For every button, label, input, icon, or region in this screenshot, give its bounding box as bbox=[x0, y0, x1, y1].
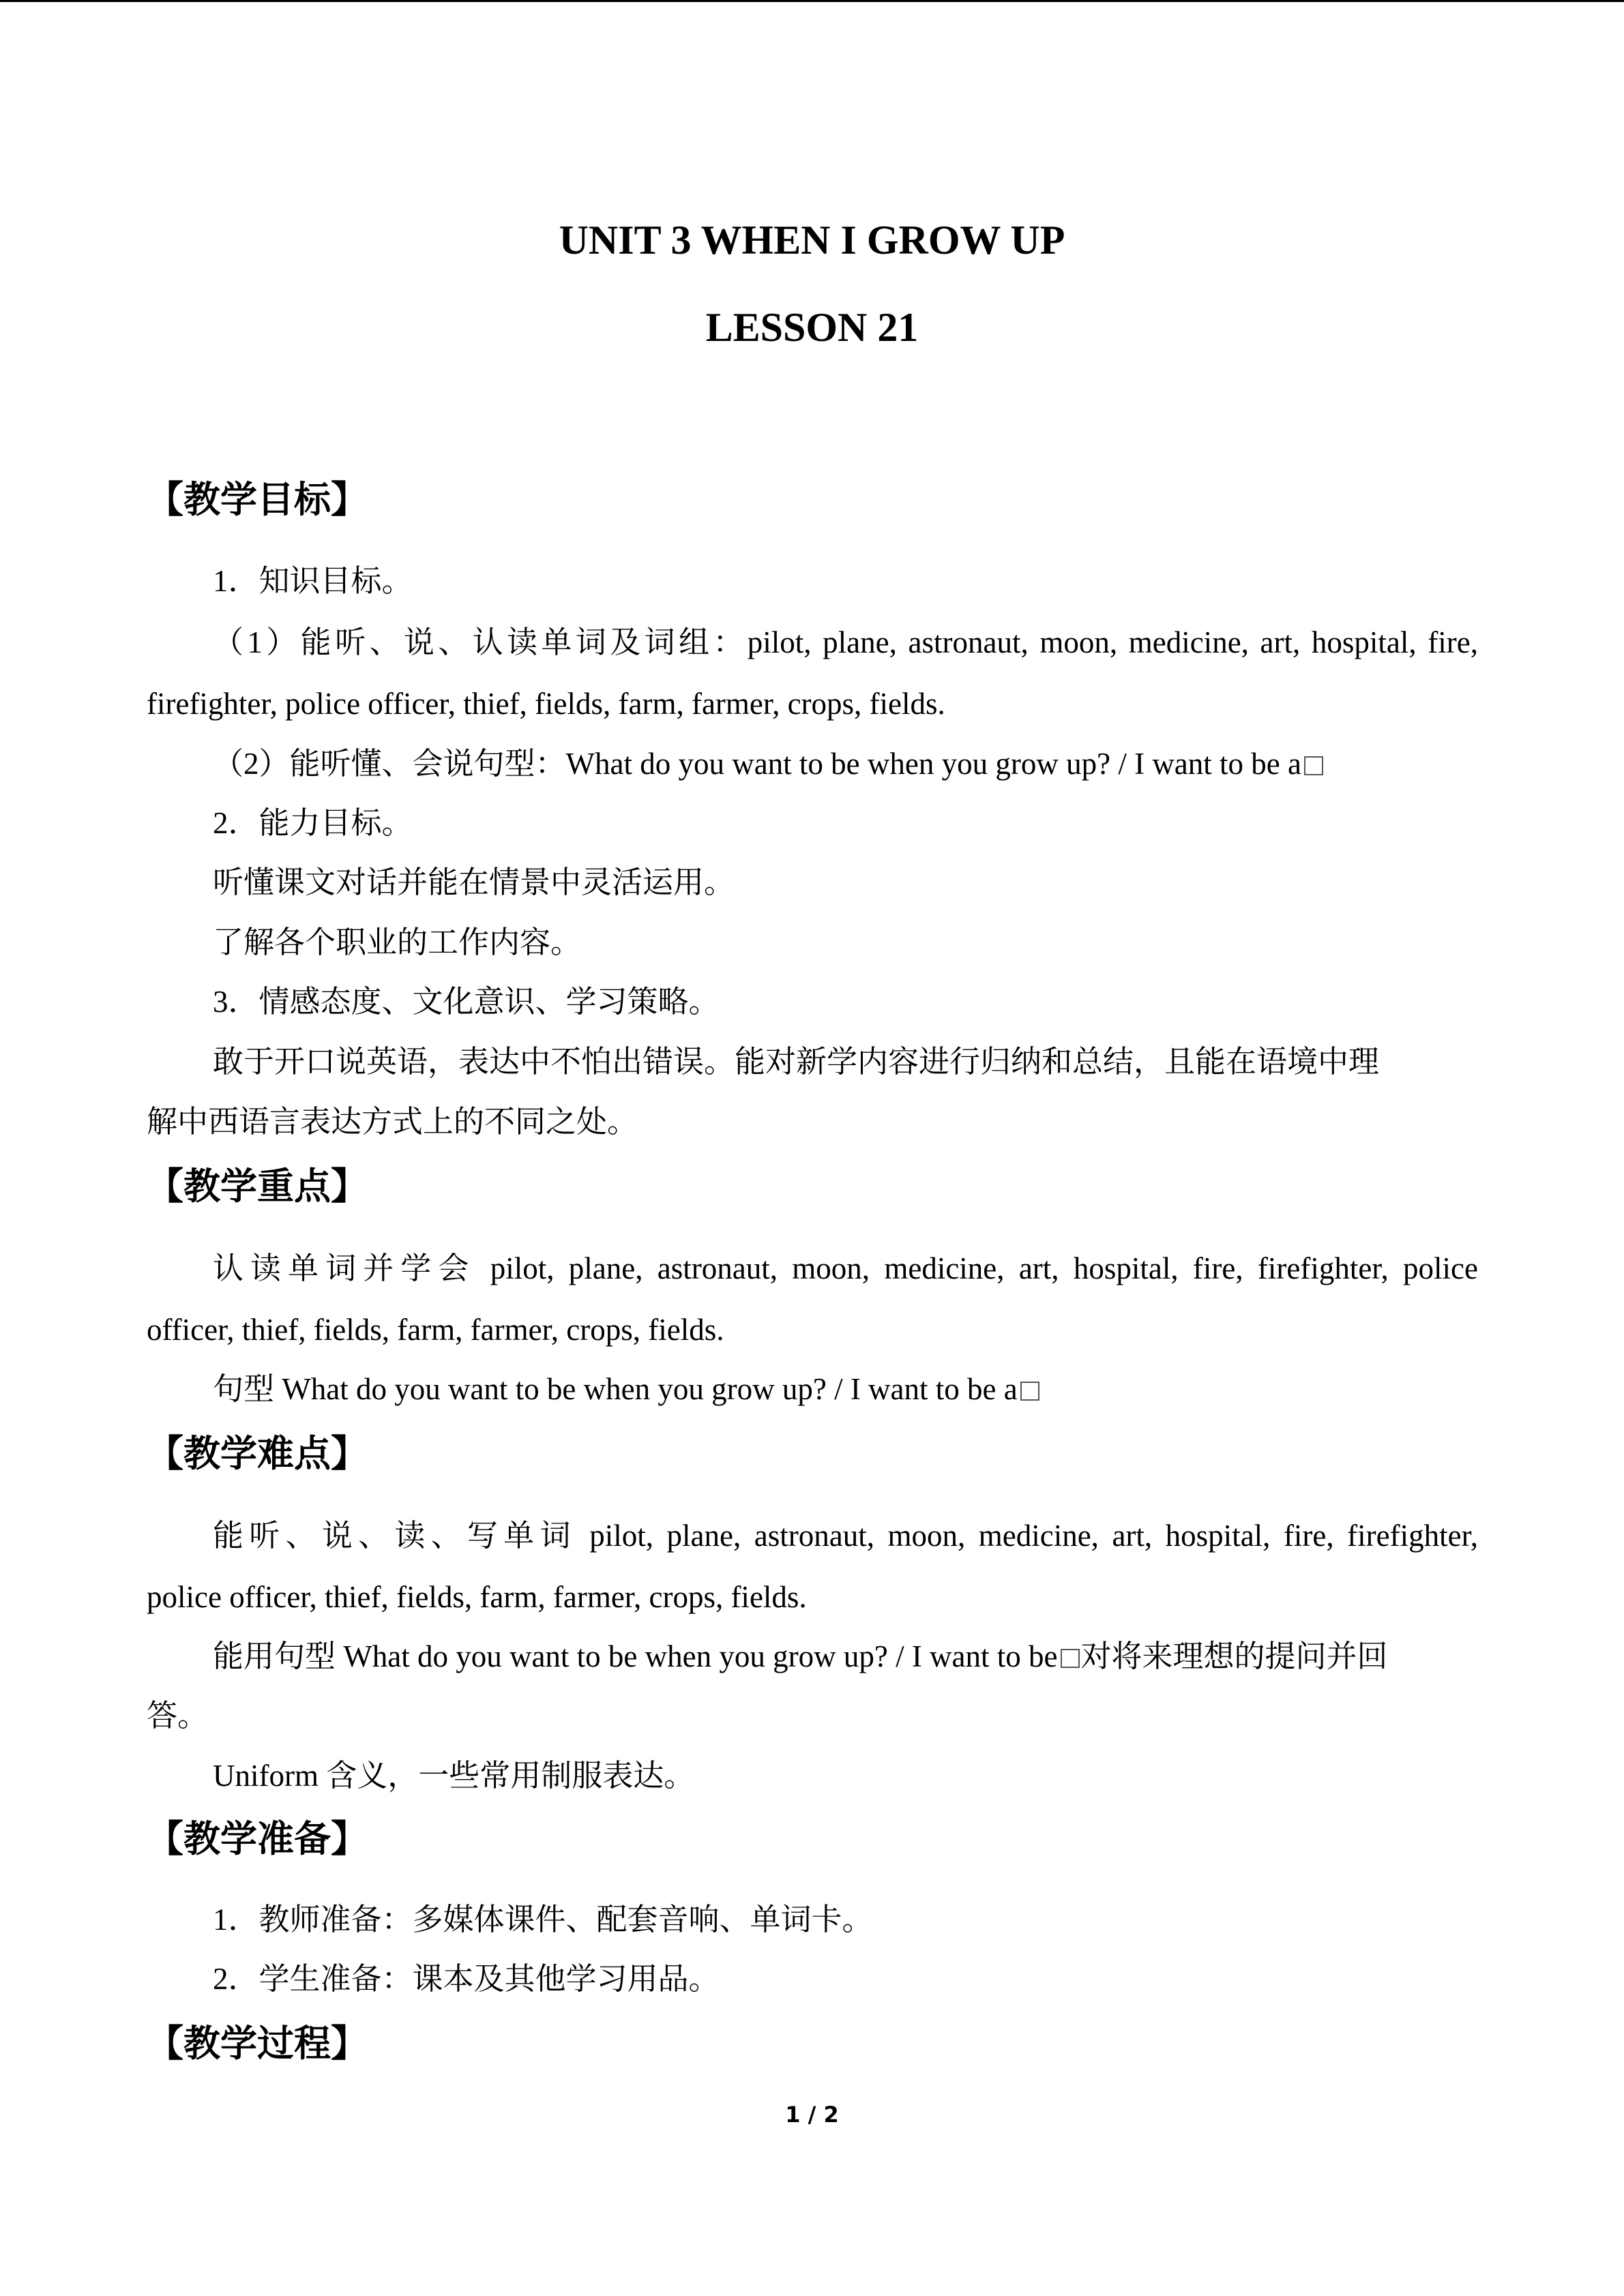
missing-glyph-box bbox=[1304, 756, 1323, 775]
section-heading-process: 【教学过程】 bbox=[147, 2023, 368, 2064]
document-title: UNIT 3 WHEN I GROW UP bbox=[559, 218, 1065, 263]
section-heading-key-points: 【教学重点】 bbox=[147, 1166, 368, 1207]
page-number: 1 / 2 bbox=[785, 2102, 839, 2128]
section-heading-objectives: 【教学目标】 bbox=[147, 479, 368, 520]
difficulties-line-2: police officer, thief, fields, farm, farmer, crops, fields. bbox=[147, 1580, 807, 1614]
objective-item-2-text: （2）能听懂、会说句型：What do you want to be when you grow up? / I want to be a bbox=[213, 747, 1301, 781]
key-points-line-3 bbox=[213, 1374, 1041, 1405]
preparation-line-2: 2．学生准备：课本及其他学习用品。 bbox=[213, 1962, 720, 1996]
key-points-line-2: officer, thief, fields, farm, farmer, crops, fields. bbox=[147, 1313, 724, 1347]
emotion-objective-line-1: 敢于开口说英语，表达中不怕出错误。能对新学内容进行归纳和总结，且能在语境中理 bbox=[213, 1045, 1380, 1079]
preparation-line-1: 1．教师准备：多媒体课件、配套音响、单词卡。 bbox=[213, 1903, 873, 1937]
difficulties-line-3 bbox=[213, 1641, 1388, 1672]
difficulties-line-5: Uniform 含义，一些常用制服表达。 bbox=[213, 1759, 695, 1793]
ability-objective-title: 2．能力目标。 bbox=[213, 806, 413, 840]
objective-item-2 bbox=[213, 749, 1325, 779]
key-points-line-3-text: 句型 What do you want to be when you grow up? / I want to be a bbox=[213, 1372, 1018, 1406]
objective-item-1-line-1: （1）能听、说、认读单词及词组：pilot, plane, astronaut, moon, medicine, art, hospital, fire, bbox=[213, 625, 1478, 659]
objective-item-1-line-2: firefighter, police officer, thief, fields, farm, farmer, crops, fields. bbox=[147, 687, 945, 721]
ability-objective-line-2: 了解各个职业的工作内容。 bbox=[213, 925, 582, 959]
emotion-objective-line-2: 解中西语言表达方式上的不同之处。 bbox=[147, 1105, 638, 1139]
missing-glyph-box bbox=[1020, 1382, 1039, 1401]
page-top-rule bbox=[0, 0, 1624, 2]
difficulties-line-1: 能听、说、读、写单词 pilot, plane, astronaut, moon, medicine, art, hospital, fire, firefighter, bbox=[213, 1519, 1478, 1553]
difficulties-line-4: 答。 bbox=[147, 1699, 209, 1733]
section-heading-difficulties: 【教学难点】 bbox=[147, 1433, 368, 1474]
key-points-line-1: 认读单词并学会 pilot, plane, astronaut, moon, medicine, art, hospital, fire, firefighter, police bbox=[213, 1251, 1478, 1285]
section-heading-preparation: 【教学准备】 bbox=[147, 1819, 368, 1860]
difficulties-line-3-after: 对将来理想的提问并回 bbox=[1080, 1639, 1388, 1673]
knowledge-objective-title: 1．知识目标。 bbox=[213, 564, 413, 598]
missing-glyph-box bbox=[1061, 1649, 1080, 1668]
emotion-objective-title: 3．情感态度、文化意识、学习策略。 bbox=[213, 985, 720, 1019]
ability-objective-line-1: 听懂课文对话并能在情景中灵活运用。 bbox=[213, 865, 735, 899]
difficulties-line-3-before: 能用句型 What do you want to be when you grow up? / I want to be bbox=[213, 1639, 1058, 1673]
document-subtitle: LESSON 21 bbox=[705, 305, 919, 350]
